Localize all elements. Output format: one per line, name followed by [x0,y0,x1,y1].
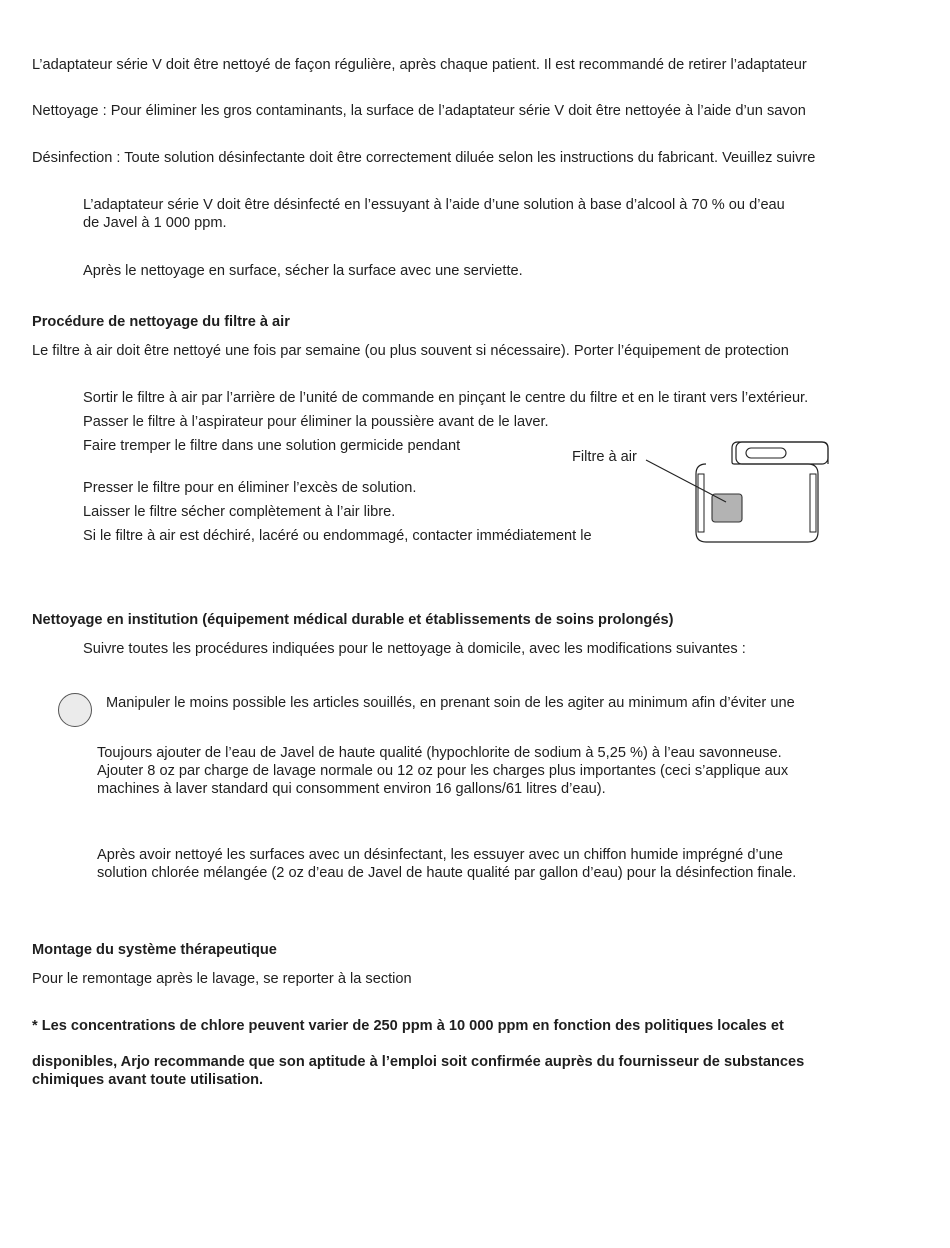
air-filter-step-3: Faire tremper le filtre dans une solution germicide pendant [83,438,461,454]
paragraph-alcohol-line2: de Javel à 1 000 ppm. [83,215,227,231]
paragraph-alcohol-line1: L’adaptateur série V doit être désinfecté en l’essuyant à l’aide d’une solution à base d’alcool à 70 % ou d’eau [83,197,785,213]
assembly-text: Pour le remontage après le lavage, se reporter à la section [32,971,412,987]
air-filter-step-5: Laisser le filtre sécher complètement à l’air libre. [83,504,396,520]
air-filter-label: Filtre à air [572,449,637,465]
heading-institution: Nettoyage en institution (équipement médical durable et établissements de soins prolongés) [32,612,674,628]
bleach-line-1: Toujours ajouter de l’eau de Javel de haute qualité (hypochlorite de sodium à 5,25 %) à l’eau savonneuse. [97,745,782,761]
disinfect-line-1: Après avoir nettoyé les surfaces avec un désinfectant, les essuyer avec un chiffon humide imprégné d’une [97,847,784,863]
heading-air-filter: Procédure de nettoyage du filtre à air [32,314,290,330]
air-filter-step-2: Passer le filtre à l’aspirateur pour éliminer la poussière avant de le laver. [83,414,549,430]
warning-circle-icon [58,693,92,727]
paragraph-cleaning: Nettoyage : Pour éliminer les gros contaminants, la surface de l’adaptateur série V doit être nettoyée à l’aide d’un savon [32,103,806,119]
air-filter-diagram [560,438,830,550]
air-filter-square [712,494,742,522]
air-filter-step-6: Si le filtre à air est déchiré, lacéré ou endommagé, contacter immédiatement le [83,528,592,544]
air-filter-step-1: Sortir le filtre à air par l’arrière de l’unité de commande en pinçant le centre du filtre et en le tirant vers l’extérieur. [83,390,809,406]
air-filter-intro: Le filtre à air doit être nettoyé une fois par semaine (ou plus souvent si nécessaire). Porter l’équipement de protection [32,343,789,359]
paragraph-disinfection: Désinfection : Toute solution désinfectante doit être correctement diluée selon les instructions du fabricant. Veuillez suivre [32,150,816,166]
footnote-line-3: chimiques avant toute utilisation. [32,1072,264,1088]
heading-assembly: Montage du système thérapeutique [32,942,277,958]
air-filter-step-4: Presser le filtre pour en éliminer l’excès de solution. [83,480,417,496]
bleach-line-2: Ajouter 8 oz par charge de lavage normale ou 12 oz pour les charges plus importantes (ceci s’applique aux [97,763,789,779]
footnote-line-1: * Les concentrations de chlore peuvent varier de 250 ppm à 10 000 ppm en fonction des politiques locales et [32,1018,784,1034]
footnote-line-2: disponibles, Arjo recommande que son aptitude à l’emploi soit confirmée auprès du fournisseur de substances [32,1054,805,1070]
bleach-line-3: machines à laver standard qui consomment environ 16 gallons/61 litres d’eau). [97,781,606,797]
institution-note: Manipuler le moins possible les articles souillés, en prenant soin de les agiter au minimum afin d’éviter une [106,695,795,711]
disinfect-line-2: solution chlorée mélangée (2 oz d’eau de Javel de haute qualité par gallon d’eau) pour la désinfection finale. [97,865,797,881]
paragraph-drying: Après le nettoyage en surface, sécher la surface avec une serviette. [83,263,523,279]
institution-intro: Suivre toutes les procédures indiquées pour le nettoyage à domicile, avec les modifications suivantes : [83,641,746,657]
paragraph-adapter-cleaning: L’adaptateur série V doit être nettoyé de façon régulière, après chaque patient. Il est recommandé de retirer l’adaptateur [32,57,807,73]
